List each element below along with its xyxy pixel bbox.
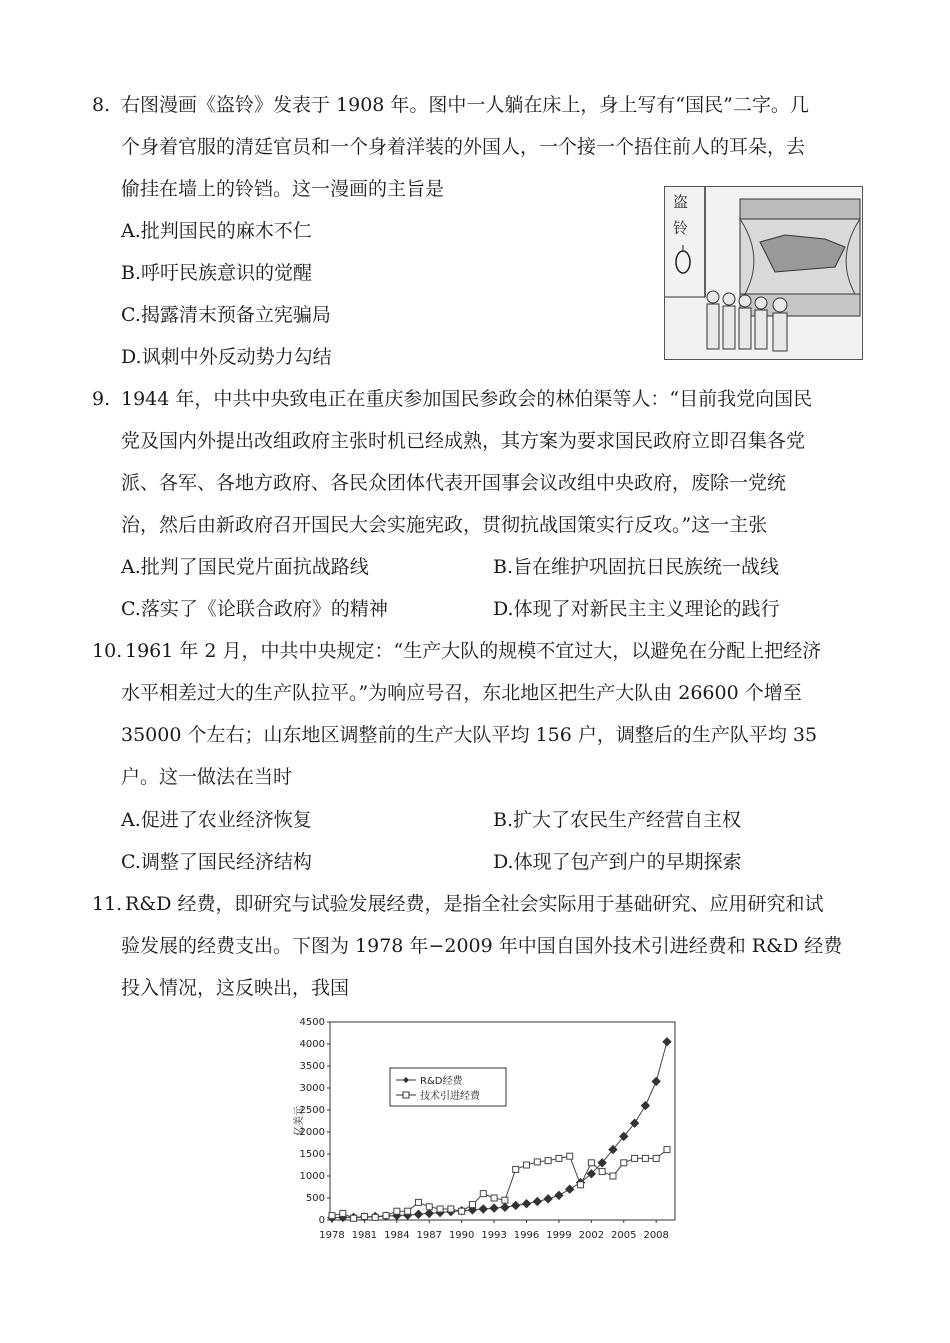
tech-import-point bbox=[405, 1208, 411, 1214]
tech-import-point bbox=[502, 1197, 508, 1203]
x-tick-label: 1996 bbox=[513, 1230, 540, 1241]
tech-import-point bbox=[642, 1155, 648, 1161]
tech-import-point bbox=[351, 1215, 357, 1221]
tech-import-point bbox=[372, 1214, 378, 1220]
cartoon-title-char-1: 盗 bbox=[673, 193, 689, 211]
q9-stem-line-2: 党及国内外提出改组政府主张时机已经成熟，其方案为要求国民政府立即召集各党 bbox=[121, 430, 806, 452]
q9-stem-line-3: 派、各军、各地方政府、各民众团体代表开国事会议改组中央政府，废除一党统 bbox=[121, 472, 787, 494]
rd-point bbox=[479, 1205, 487, 1213]
q9-stem-line-4: 治，然后由新政府召开国民大会实施宪政，贯彻抗战国策实行反攻。”这一主张 bbox=[121, 514, 768, 536]
y-tick-label: 500 bbox=[305, 1193, 325, 1204]
cartoon-image bbox=[664, 186, 863, 360]
q10-stem-line-2: 水平相差过大的生产队拉平。”为响应号召，东北地区把生产大队由 26600 个增至 bbox=[121, 682, 802, 704]
q11-number: 11. bbox=[92, 893, 123, 915]
y-tick-label: 1500 bbox=[299, 1149, 325, 1160]
q8-option-c: C.揭露清末预备立宪骗局 bbox=[121, 304, 331, 326]
rd-point bbox=[414, 1210, 422, 1218]
tech-import-point bbox=[556, 1155, 562, 1161]
tech-import-point bbox=[578, 1182, 584, 1188]
tech-import-point bbox=[653, 1155, 659, 1161]
x-tick-label: 1978 bbox=[319, 1230, 345, 1241]
rd-point bbox=[544, 1195, 552, 1203]
q10-option-c: C.调整了国民经济结构 bbox=[121, 851, 312, 873]
rd-point bbox=[663, 1038, 671, 1046]
rd-point bbox=[533, 1198, 541, 1206]
q8-option-d: D.讽刺中外反动势力勾结 bbox=[121, 346, 332, 368]
x-tick-label: 1993 bbox=[481, 1230, 507, 1241]
tech-import-point bbox=[567, 1153, 573, 1159]
tech-import-point bbox=[524, 1162, 530, 1168]
tech-import-point bbox=[394, 1208, 400, 1214]
tech-import-point bbox=[513, 1166, 519, 1172]
q10-option-d: D.体现了包产到户的早期探索 bbox=[493, 851, 742, 873]
tech-import-point bbox=[545, 1158, 551, 1164]
tech-import-point bbox=[426, 1204, 432, 1210]
rd-point bbox=[501, 1203, 509, 1211]
q8-option-b: B.呼吁民族意识的觉醒 bbox=[121, 262, 313, 284]
rd-point bbox=[652, 1077, 660, 1085]
tech-import-point bbox=[664, 1147, 670, 1153]
q9-option-c: C.落实了《论联合政府》的精神 bbox=[121, 598, 388, 620]
tech-import-point bbox=[610, 1173, 616, 1179]
tech-import-point bbox=[329, 1213, 335, 1219]
tech-import-point bbox=[469, 1202, 475, 1208]
tech-import-point bbox=[632, 1155, 638, 1161]
x-tick-label: 2008 bbox=[643, 1230, 669, 1241]
plot-frame bbox=[330, 1022, 675, 1220]
tech-import-point bbox=[480, 1191, 486, 1197]
legend-label-1: R&D经费 bbox=[420, 1076, 463, 1087]
tech-import-point bbox=[361, 1213, 367, 1219]
q11-stem-line-3: 投入情况，这反映出，我国 bbox=[121, 977, 350, 999]
q10-number: 10. bbox=[92, 640, 123, 662]
tech-import-point bbox=[534, 1159, 540, 1165]
cartoon-drawing bbox=[665, 187, 862, 359]
x-tick-label: 1990 bbox=[448, 1230, 475, 1241]
q9-option-b: B.旨在维护巩固抗日民族统一战线 bbox=[493, 556, 780, 578]
y-tick-label: 1000 bbox=[299, 1171, 325, 1182]
q11-stem-line-1: R&D 经费，即研究与试验发展经费，是指全社会实际用于基础研究、应用研究和试 bbox=[125, 893, 824, 915]
q10-option-b: B.扩大了农民生产经营自主权 bbox=[493, 809, 742, 831]
chart-svg bbox=[290, 1012, 690, 1252]
rd-point bbox=[566, 1185, 574, 1193]
cartoon-title-char-2: 铃 bbox=[673, 219, 689, 237]
q9-number: 9. bbox=[92, 388, 111, 410]
q9-option-a: A.批判了国民党片面抗战路线 bbox=[121, 556, 369, 578]
tech-import-point bbox=[588, 1160, 594, 1166]
rd-point bbox=[523, 1200, 531, 1208]
q10-stem-line-1: 1961 年 2 月，中共中央规定：“生产大队的规模不宜过大，以避免在分配上把经济 bbox=[125, 640, 822, 662]
q10-stem-line-3: 35000 个左右；山东地区调整前的生产大队平均 156 户，调整后的生产队平均 35 bbox=[121, 724, 818, 746]
q8-stem-line-1: 右图漫画《盗铃》发表于 1908 年。图中一人躺在床上，身上写有“国民”二字。几 bbox=[121, 94, 809, 116]
x-tick-label: 1987 bbox=[416, 1230, 442, 1241]
y-tick-label: 2000 bbox=[299, 1127, 325, 1138]
legend-label-2: 技术引进经费 bbox=[420, 1091, 480, 1102]
y-tick-label: 4500 bbox=[299, 1017, 325, 1028]
rd-point bbox=[641, 1102, 649, 1110]
tech-import-point bbox=[448, 1206, 454, 1212]
legend-square-icon bbox=[403, 1092, 409, 1098]
tech-import-point bbox=[383, 1213, 389, 1219]
q8-stem-line-2: 个身着官服的清廷官员和一个身着洋装的外国人，一个接一个捂住前人的耳朵，去 bbox=[121, 136, 806, 158]
tech-import-point bbox=[459, 1208, 465, 1214]
tech-import-point bbox=[415, 1199, 421, 1205]
rd-point bbox=[512, 1201, 520, 1209]
rd-point bbox=[555, 1191, 563, 1199]
tech-import-point bbox=[491, 1195, 497, 1201]
y-tick-label: 3000 bbox=[299, 1083, 325, 1094]
q8-number: 8. bbox=[92, 94, 111, 116]
x-tick-label: 1999 bbox=[546, 1230, 572, 1241]
rd-chart bbox=[290, 1012, 690, 1252]
y-axis-label: 亿美元 bbox=[294, 1106, 305, 1136]
y-tick-label: 2500 bbox=[299, 1105, 325, 1116]
q9-stem-line-1: 1944 年，中共中央致电正在重庆参加国民参政会的林伯渠等人：“目前我党向国民 bbox=[121, 388, 813, 410]
x-tick-label: 1981 bbox=[351, 1230, 378, 1241]
q8-stem-line-3: 偷挂在墙上的铃铛。这一漫画的主旨是 bbox=[121, 178, 445, 200]
q8-option-a: A.批判国民的麻木不仁 bbox=[121, 220, 312, 242]
q10-stem-line-4: 户。这一做法在当时 bbox=[121, 766, 293, 788]
tech-import-point bbox=[437, 1206, 443, 1212]
x-tick-label: 2005 bbox=[611, 1230, 637, 1241]
q9-option-d: D.体现了对新民主主义理论的践行 bbox=[493, 598, 780, 620]
rd-point bbox=[490, 1204, 498, 1212]
q10-option-a: A.促进了农业经济恢复 bbox=[121, 809, 312, 831]
tech-import-point bbox=[621, 1160, 627, 1166]
y-tick-label: 3500 bbox=[299, 1061, 325, 1072]
q11-stem-line-2: 验发展的经费支出。下图为 1978 年−2009 年中国自国外技术引进经费和 R&D 经费 bbox=[121, 935, 843, 957]
y-tick-label: 4000 bbox=[299, 1039, 325, 1050]
x-tick-label: 1984 bbox=[384, 1230, 410, 1241]
tech-import-point bbox=[599, 1169, 605, 1175]
y-tick-label: 0 bbox=[318, 1215, 325, 1226]
rd-point bbox=[425, 1209, 433, 1217]
tech-import-point bbox=[340, 1210, 346, 1216]
x-tick-label: 2002 bbox=[578, 1230, 605, 1241]
